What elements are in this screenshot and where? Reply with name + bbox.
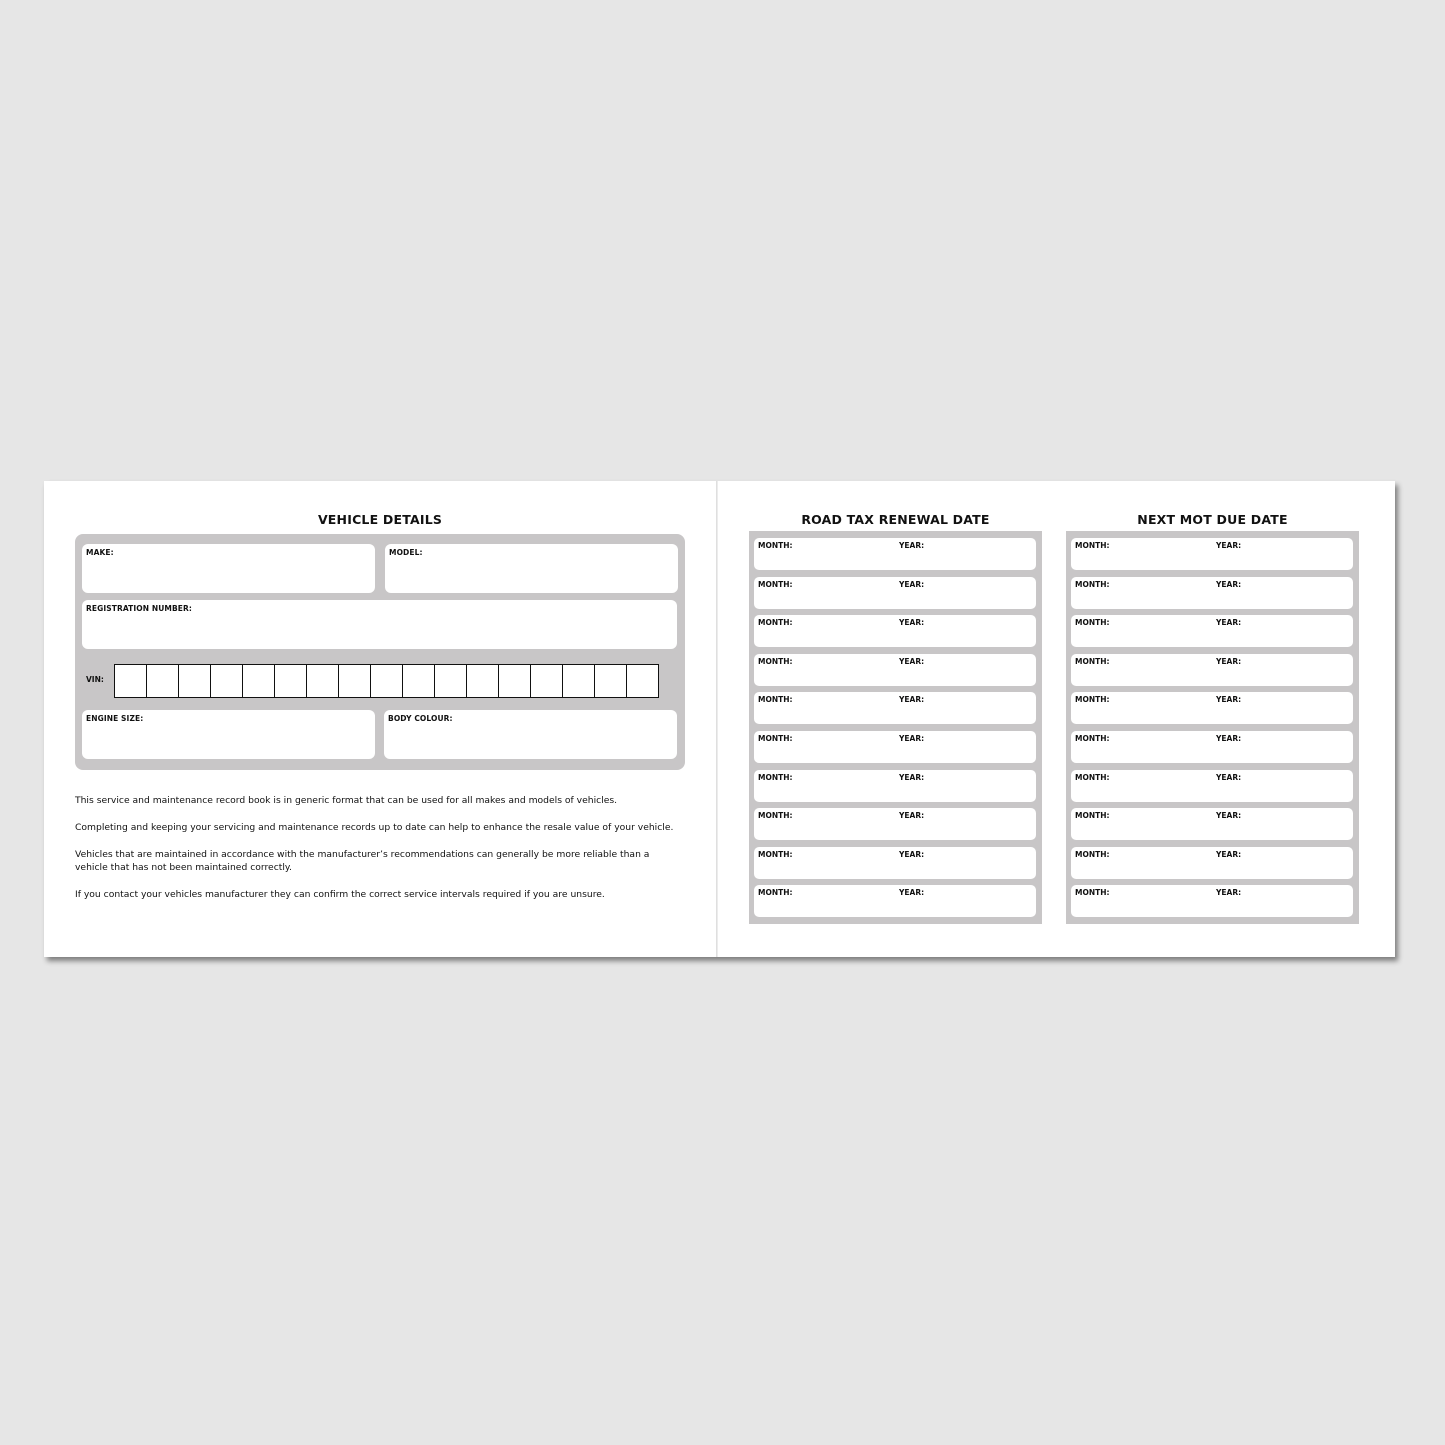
mot-date-row[interactable] bbox=[1071, 538, 1353, 570]
make-label: MAKE: bbox=[86, 548, 114, 557]
note-paragraph: This service and maintenance record book is in generic format that can be used for all makes and models of vehicles. bbox=[75, 795, 618, 806]
road-tax-date-row[interactable] bbox=[754, 538, 1036, 570]
vin-cell[interactable] bbox=[147, 665, 179, 697]
vehicle-details-panel bbox=[75, 534, 685, 770]
mot-date-row[interactable] bbox=[1071, 885, 1353, 917]
year-label: YEAR: bbox=[1216, 541, 1242, 550]
engine-size-field[interactable] bbox=[82, 710, 375, 759]
month-label: MONTH: bbox=[1075, 656, 1110, 666]
year-label: YEAR: bbox=[1216, 656, 1242, 666]
mot-date-row[interactable] bbox=[1071, 731, 1353, 763]
vin-cell[interactable] bbox=[467, 665, 499, 697]
road-tax-date-row[interactable] bbox=[754, 577, 1036, 609]
year-label: YEAR: bbox=[899, 811, 925, 821]
year-label: YEAR: bbox=[899, 541, 925, 550]
vin-cell[interactable] bbox=[243, 665, 275, 697]
year-label: YEAR: bbox=[899, 849, 925, 859]
road-tax-date-row[interactable] bbox=[754, 885, 1036, 917]
book-gutter bbox=[716, 481, 718, 957]
road-tax-title: ROAD TAX RENEWAL DATE bbox=[801, 512, 990, 527]
vin-grid bbox=[114, 664, 659, 698]
month-label: MONTH: bbox=[1075, 579, 1110, 589]
year-label: YEAR: bbox=[899, 579, 925, 589]
vin-cell[interactable] bbox=[435, 665, 467, 697]
model-label: MODEL: bbox=[389, 548, 423, 557]
note-paragraph: If you contact your vehicles manufacturer they can confirm the correct service intervals required if you are unsure. bbox=[75, 889, 605, 900]
year-label: YEAR: bbox=[1216, 849, 1242, 859]
note-paragraph: Completing and keeping your servicing and maintenance records up to date can help to enhance the resale value of your vehicle. bbox=[75, 822, 674, 833]
vin-cell[interactable] bbox=[339, 665, 371, 697]
road-tax-panel bbox=[749, 531, 1042, 924]
year-label: YEAR: bbox=[1216, 772, 1242, 782]
month-label: MONTH: bbox=[758, 579, 793, 589]
month-label: MONTH: bbox=[1075, 849, 1110, 859]
body-colour-field[interactable] bbox=[384, 710, 677, 759]
month-label: MONTH: bbox=[1075, 888, 1110, 898]
body-colour-label: BODY COLOUR: bbox=[388, 714, 453, 723]
mot-date-row[interactable] bbox=[1071, 692, 1353, 724]
mot-date-row[interactable] bbox=[1071, 770, 1353, 802]
vin-cell[interactable] bbox=[275, 665, 307, 697]
road-tax-date-row[interactable] bbox=[754, 615, 1036, 647]
month-label: MONTH: bbox=[758, 811, 793, 821]
month-label: MONTH: bbox=[758, 849, 793, 859]
year-label: YEAR: bbox=[899, 772, 925, 782]
road-tax-date-row[interactable] bbox=[754, 808, 1036, 840]
year-label: YEAR: bbox=[899, 656, 925, 666]
vehicle-details-title: VEHICLE DETAILS bbox=[317, 512, 443, 527]
vin-cell[interactable] bbox=[179, 665, 211, 697]
vin-label: VIN: bbox=[86, 675, 104, 684]
registration-number-label: REGISTRATION NUMBER: bbox=[86, 604, 192, 613]
month-label: MONTH: bbox=[1075, 541, 1110, 550]
vin-cell[interactable] bbox=[499, 665, 531, 697]
month-label: MONTH: bbox=[1075, 811, 1110, 821]
year-label: YEAR: bbox=[899, 618, 925, 628]
registration-number-field[interactable] bbox=[82, 600, 677, 649]
year-label: YEAR: bbox=[1216, 618, 1242, 628]
year-label: YEAR: bbox=[899, 888, 925, 898]
vin-cell[interactable] bbox=[211, 665, 243, 697]
vin-cell[interactable] bbox=[627, 665, 658, 697]
month-label: MONTH: bbox=[758, 656, 793, 666]
year-label: YEAR: bbox=[1216, 811, 1242, 821]
month-label: MONTH: bbox=[758, 772, 793, 782]
month-label: MONTH: bbox=[758, 541, 793, 550]
vin-cell[interactable] bbox=[531, 665, 563, 697]
make-field[interactable] bbox=[82, 544, 375, 593]
mot-date-row[interactable] bbox=[1071, 808, 1353, 840]
model-field[interactable] bbox=[385, 544, 678, 593]
month-label: MONTH: bbox=[758, 888, 793, 898]
month-label: MONTH: bbox=[758, 618, 793, 628]
road-tax-date-row[interactable] bbox=[754, 731, 1036, 763]
vin-cell[interactable] bbox=[307, 665, 339, 697]
month-label: MONTH: bbox=[1075, 618, 1110, 628]
road-tax-date-row[interactable] bbox=[754, 692, 1036, 724]
vin-cell[interactable] bbox=[595, 665, 627, 697]
mot-title: NEXT MOT DUE DATE bbox=[1137, 512, 1288, 527]
engine-size-label: ENGINE SIZE: bbox=[86, 714, 144, 723]
mot-panel bbox=[1066, 531, 1359, 924]
month-label: MONTH: bbox=[758, 695, 793, 705]
mot-date-row[interactable] bbox=[1071, 847, 1353, 879]
year-label: YEAR: bbox=[1216, 695, 1242, 705]
month-label: MONTH: bbox=[1075, 734, 1110, 743]
mot-date-row[interactable] bbox=[1071, 654, 1353, 686]
note-paragraph: Vehicles that are maintained in accordance with the manufacturer’s recommendations can generally be more reliable than a vehicle that has not been maintained correctly. bbox=[75, 849, 650, 873]
month-label: MONTH: bbox=[1075, 695, 1110, 705]
road-tax-date-row[interactable] bbox=[754, 770, 1036, 802]
year-label: YEAR: bbox=[1216, 734, 1242, 743]
notes-text bbox=[75, 794, 695, 915]
vin-cell[interactable] bbox=[115, 665, 147, 697]
mot-date-row[interactable] bbox=[1071, 615, 1353, 647]
vin-cell[interactable] bbox=[563, 665, 595, 697]
year-label: YEAR: bbox=[899, 734, 925, 743]
vin-cell[interactable] bbox=[403, 665, 435, 697]
year-label: YEAR: bbox=[899, 695, 925, 705]
year-label: YEAR: bbox=[1216, 579, 1242, 589]
mot-date-row[interactable] bbox=[1071, 577, 1353, 609]
record-book-spread bbox=[44, 481, 1395, 957]
vin-cell[interactable] bbox=[371, 665, 403, 697]
month-label: MONTH: bbox=[758, 734, 793, 743]
year-label: YEAR: bbox=[1216, 888, 1242, 898]
month-label: MONTH: bbox=[1075, 772, 1110, 782]
road-tax-date-row[interactable] bbox=[754, 847, 1036, 879]
road-tax-date-row[interactable] bbox=[754, 654, 1036, 686]
